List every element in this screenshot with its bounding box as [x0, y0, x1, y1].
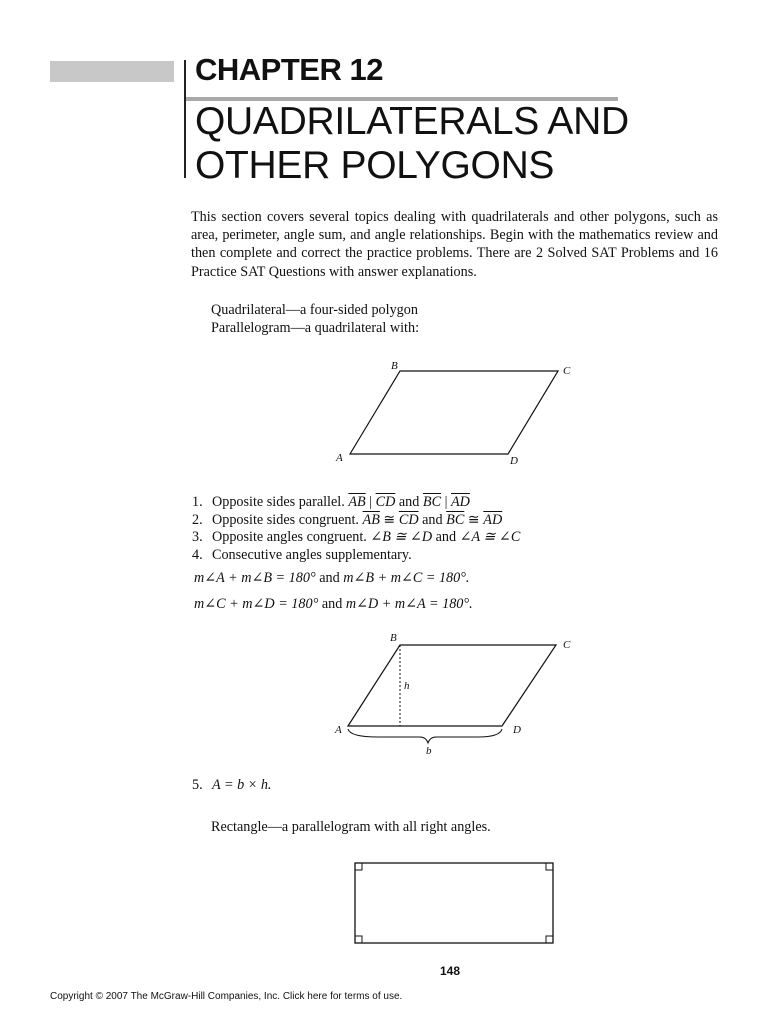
parallelogram-diagram — [335, 360, 571, 467]
rectangle-diagram — [355, 863, 553, 943]
equation-line-2: m∠C + m∠D = 180° and m∠D + m∠A = 180°. — [194, 596, 473, 612]
parallelogram-shape-2 — [348, 645, 556, 726]
list-item: 4. Consecutive angles supplementary. — [192, 546, 412, 563]
right-angle-mark-bl — [355, 936, 362, 943]
height-label: h — [404, 680, 410, 692]
quadrilateral-definition: Quadrilateral—a four-sided polygon — [211, 302, 418, 318]
chapter-number: CHAPTER 12 — [195, 52, 383, 87]
vertex-label-b: B — [391, 360, 398, 372]
chapter-title-line-1: QUADRILATERALS AND — [195, 100, 629, 143]
list-item: 1. Opposite sides parallel. $\overline{AB}$ | $\overline{CD}$ and $\overline{BC}$ | $\overline{AD}$ — [192, 494, 470, 510]
parallelogram-shape — [350, 371, 558, 454]
vertex-label-c: C — [563, 365, 571, 377]
base-label: b — [426, 745, 432, 757]
base-brace — [348, 729, 502, 743]
vertex-label-d-2: D — [513, 724, 521, 736]
rectangle-definition: Rectangle—a parallelogram with all right angles. — [211, 819, 491, 835]
right-angle-mark-br — [546, 936, 553, 943]
right-angle-mark-tl — [355, 863, 362, 870]
right-angle-mark-tr — [546, 863, 553, 870]
page-number: 148 — [439, 964, 461, 978]
vertex-label-a-2: A — [335, 724, 342, 736]
parallelogram-properties-list — [192, 494, 520, 564]
rectangle-shape — [355, 863, 553, 943]
vertex-label-a: A — [336, 452, 343, 464]
vertex-label-c-2: C — [563, 639, 571, 651]
parallelogram-area-diagram — [334, 632, 571, 757]
list-item: 3. Opposite angles congruent. ∠B ≅ ∠D and ∠A ≅ ∠C — [192, 529, 521, 545]
vertex-label-d: D — [510, 455, 518, 467]
intro-paragraph: This section covers several topics dealing with quadrilaterals and other polygons, such as area, perimeter, angle sum, and angle relationships. Begin with the mathematics review and then complete and correct the practice problems. There are 2 Solved SAT Problems and 16 Practice SAT Questions with answer explanations. — [191, 209, 718, 280]
chapter-title-line-2: OTHER POLYGONS — [195, 144, 555, 187]
copyright-link[interactable]: Copyright © 2007 The McGraw-Hill Companies, Inc. Click here for terms of use. — [50, 991, 403, 1002]
equation-line-1: m∠A + m∠B = 180° and m∠B + m∠C = 180°. — [194, 570, 470, 586]
parallelogram-definition: Parallelogram—a quadrilateral with: — [211, 320, 420, 336]
area-formula: 5. A = b × h. — [192, 777, 272, 793]
list-item: 2. Opposite sides congruent. $\overline{AB}$ ≅ $\overline{CD}$ and $\overline{BC}$ ≅ $\overline{AD}$ — [192, 511, 503, 528]
vertex-label-b-2: B — [390, 632, 397, 644]
